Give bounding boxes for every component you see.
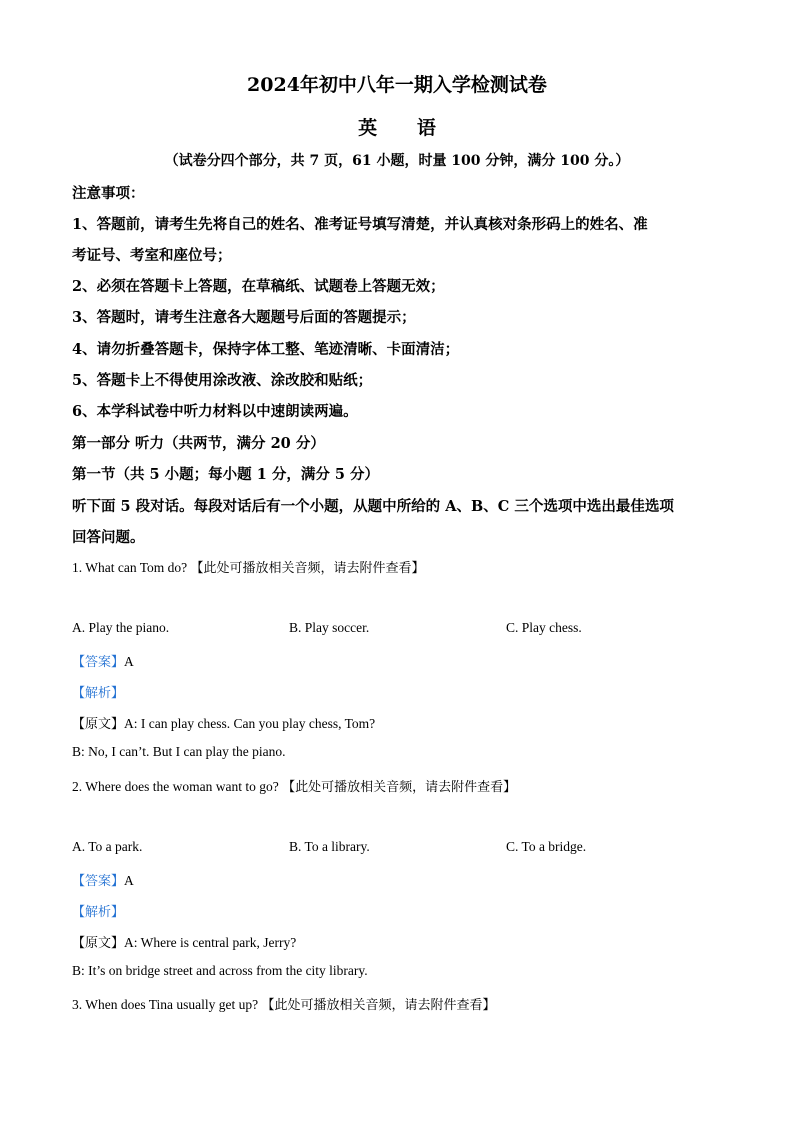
notice-item-3: 3、答题时，请考生注意各大题题号后面的答题提示； xyxy=(72,309,416,326)
audio-link[interactable]: 【此处可播放相关音频，请去附件查看】 xyxy=(190,561,425,576)
part1-heading: 第一部分 听力（共两节，满分 20 分） xyxy=(72,435,325,452)
original-label: 【原文】 xyxy=(72,936,125,951)
q1-option-a: A. Play the piano. xyxy=(72,620,170,635)
original-label: 【原文】 xyxy=(72,717,125,732)
section1-heading: 第一节（共 5 小题；每小题 1 分，满分 5 分） xyxy=(72,466,380,483)
question-2 xyxy=(72,776,516,795)
q2-answer xyxy=(72,870,134,889)
question-2-stem: 2. Where does the woman want to go? xyxy=(72,779,279,794)
analysis-label: 【解析】 xyxy=(72,686,125,701)
original-text: A: Where is central park, Jerry? xyxy=(124,935,297,950)
q1-answer xyxy=(72,651,134,670)
q2-dialog-b: B: It’s on bridge street and across from the city library. xyxy=(72,963,368,978)
notice-item-4: 4、请勿折叠答题卡，保持字体工整、笔迹清晰、卡面清洁； xyxy=(72,341,460,358)
q1-option-b: B. Play soccer. xyxy=(289,620,370,635)
answer-value: A xyxy=(124,873,134,888)
q1-option-c: C. Play chess. xyxy=(506,620,582,635)
answer-label: 【答案】 xyxy=(72,655,125,670)
question-1 xyxy=(72,557,425,576)
instruction-line-2: 回答问题。 xyxy=(72,529,145,546)
q1-original xyxy=(72,713,375,732)
exam-title: 2024年初中八年一期入学检测试卷 xyxy=(247,74,547,96)
q2-original xyxy=(72,932,296,951)
subject-title: 英 语 xyxy=(358,117,436,139)
q1-dialog-b: B: No, I can’t. But I can play the piano. xyxy=(72,744,286,759)
instruction-line-1: 听下面 5 段对话。每段对话后有一个小题，从题中所给的 A、B、C 三个选项中选出最佳选项 xyxy=(72,498,674,515)
notice-item-2: 2、必须在答题卡上答题，在草稿纸、试题卷上答题无效； xyxy=(72,278,445,295)
q2-option-c: C. To a bridge. xyxy=(506,839,587,854)
audio-link[interactable]: 【此处可播放相关音频，请去附件查看】 xyxy=(282,780,517,795)
question-3-stem: 3. When does Tina usually get up? xyxy=(72,997,259,1012)
notice-heading: 注意事项： xyxy=(72,185,145,202)
audio-link[interactable]: 【此处可播放相关音频，请去附件查看】 xyxy=(261,998,496,1013)
answer-label: 【答案】 xyxy=(72,874,125,889)
notice-item-1: 1、答题前，请考生先将自己的姓名、准考证号填写清楚，并认真核对条形码上的姓名、准 xyxy=(72,216,648,233)
question-3 xyxy=(72,994,496,1013)
notice-item-5: 5、答题卡上不得使用涂改液、涂改胶和贴纸； xyxy=(72,372,373,389)
q2-option-a: A. To a park. xyxy=(72,839,143,854)
q2-analysis xyxy=(72,901,124,920)
notice-item-1-cont: 考证号、考室和座位号； xyxy=(72,247,232,264)
q1-analysis xyxy=(72,682,124,701)
original-text: A: I can play chess. Can you play chess, Tom? xyxy=(124,716,376,731)
analysis-label: 【解析】 xyxy=(72,905,125,920)
notice-item-6: 6、本学科试卷中听力材料以中速朗读两遍。 xyxy=(72,403,358,420)
question-1-stem: 1. What can Tom do? xyxy=(72,560,188,575)
answer-value: A xyxy=(124,654,134,669)
exam-note: （试卷分四个部分，共 7 页，61 小题，时量 100 分钟，满分 100 分。） xyxy=(164,153,630,169)
q2-option-b: B. To a library. xyxy=(289,839,370,854)
